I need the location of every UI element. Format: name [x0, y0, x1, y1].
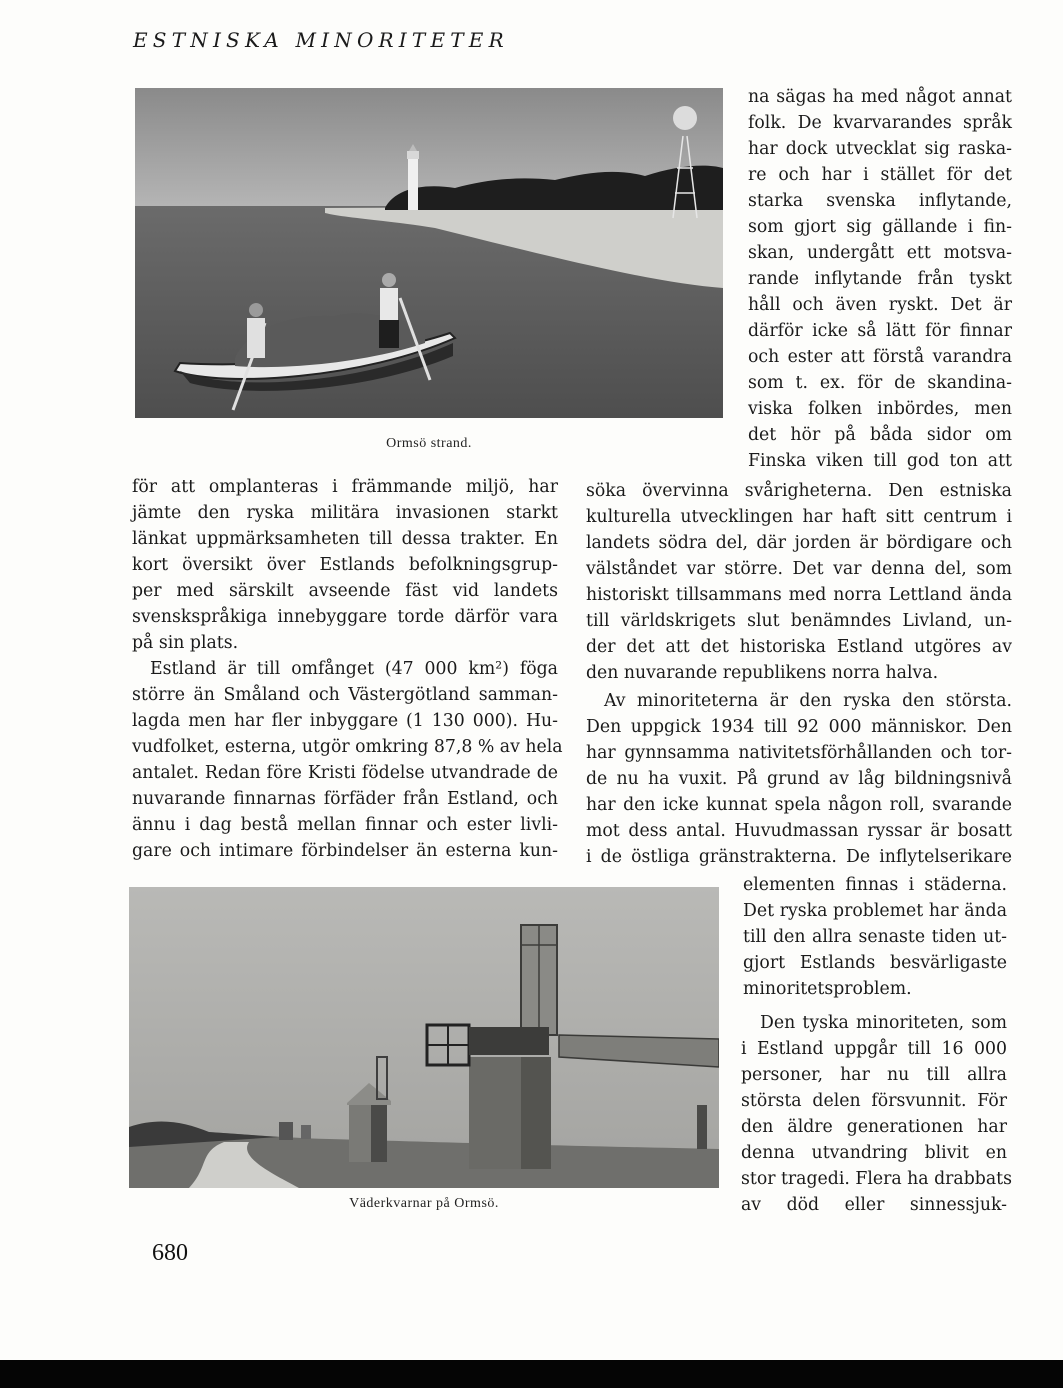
running-head: ESTNISKA MINORITETER [133, 28, 509, 52]
text-line: Finska viken till god ton att [748, 451, 1012, 471]
photo-ormso-strand [135, 88, 723, 418]
text-line: svenskspråkiga innebyggare torde därför vara [132, 607, 558, 627]
text-line: Den uppgick 1934 till 92 000 människor. Den [586, 717, 1012, 737]
text-line: antalet. Redan före Kristi födelse utvandrade de [132, 763, 558, 783]
text-line: personer, har nu till allra [741, 1065, 1007, 1085]
text-line: därför icke så lätt för finnar [748, 321, 1012, 341]
text-line: som t. ex. för de skandina- [748, 373, 1012, 393]
text-line: som gjort sig gällande i fin- [748, 217, 1012, 237]
text-line: länkat uppmärksamheten till dessa trakter. En [132, 529, 558, 549]
text-line: der det att det historiska Estland utgöres av [586, 637, 1012, 657]
text-line: större än Småland och Västergötland samman- [132, 685, 558, 705]
text-line: välståndet var större. Det var denna del, som [586, 559, 1012, 579]
text-line: rande inflytande från tyskt [748, 269, 1012, 289]
text-line: har gynnsamma nativitetsförhållanden och tor- [586, 743, 1012, 763]
text-line: på sin plats. [132, 633, 239, 653]
text-line: till världskrigets slut benämndes Livland, un- [586, 611, 1012, 631]
text-line: av död eller sinnessjuk- [741, 1195, 1007, 1215]
text-line: denna utvandring blivit en [741, 1143, 1007, 1163]
text-line: vudfolket, esterna, utgör omkring 87,8 % av hela [132, 737, 563, 757]
text-line: per med särskilt avseende fäst vid landets [132, 581, 558, 601]
text-line: den äldre generationen har [741, 1117, 1007, 1137]
text-line: na sägas ha med något annat [748, 87, 1012, 107]
text-line: mot dess antal. Huvudmassan ryssar är bosatt [586, 821, 1012, 841]
text-line: historiskt tillsammans med norra Lettland ända [586, 585, 1012, 605]
text-line: nuvarande finnarnas förfäder från Estland, och [132, 789, 558, 809]
text-line: den nuvarande republikens norra halva. [586, 663, 939, 683]
text-line: i Estland uppgår till 16 000 [741, 1039, 1007, 1059]
text-line: ännu i dag bestå mellan finnar och ester livli- [132, 815, 558, 835]
text-line: söka övervinna svårigheterna. Den estniska [586, 481, 1012, 501]
text-line: kort översikt över Estlands befolkningsgrup- [132, 555, 558, 575]
text-line: största delen försvunnit. För [741, 1091, 1007, 1111]
text-line: till den allra senaste tiden ut- [743, 927, 1007, 947]
text-line: jämte den ryska militära invasionen starkt [132, 503, 558, 523]
text-line: för att omplanteras i främmande miljö, har [132, 477, 558, 497]
text-line: i de östliga gränstrakterna. De inflytelserikare [586, 847, 1012, 867]
text-line: folk. De kvarvarandes språk [748, 113, 1012, 133]
scan-border [0, 1360, 1063, 1388]
text-line: gjort Estlands besvärligaste [743, 953, 1007, 973]
text-line: har den icke kunnat spela någon roll, svarande [586, 795, 1012, 815]
text-line: minoritetsproblem. [743, 979, 912, 999]
text-line: skan, undergått ett motsva- [748, 243, 1012, 263]
text-line: Av minoriteterna är den ryska den största. [604, 691, 1012, 711]
text-line: det hör på båda sidor om [748, 425, 1012, 445]
text-line: viska folken inbördes, men [748, 399, 1012, 419]
text-line: har dock utvecklat sig raska- [748, 139, 1012, 159]
text-line: kulturella utvecklingen har haft sitt centrum i [586, 507, 1012, 527]
text-line: Estland är till omfånget (47 000 km²) föga [150, 659, 558, 679]
text-line: de nu ha vuxit. På grund av låg bildningsnivå [586, 769, 1012, 789]
text-line: landets södra del, där jorden är bördigare och [586, 533, 1012, 553]
text-line: stor tragedi. Flera ha drabbats [741, 1169, 1012, 1189]
windmills-photo-icon [129, 887, 719, 1188]
text-line: Det ryska problemet har ända [743, 901, 1007, 921]
text-line: håll och även ryskt. Det är [748, 295, 1012, 315]
text-line: lagda men har fler inbyggare (1 130 000). Hu- [132, 711, 558, 731]
page-number: 680 [152, 1240, 188, 1266]
figure-caption: Väderkvarnar på Ormsö. [349, 1196, 499, 1211]
text-line: starka svenska inflytande, [748, 191, 1012, 211]
text-line: Den tyska minoriteten, som [760, 1013, 1007, 1033]
text-line: gare och intimare förbindelser än esterna kun- [132, 841, 558, 861]
figure-caption: Ormsö strand. [386, 436, 472, 451]
text-line: re och har i stället för det [748, 165, 1012, 185]
text-line: elementen finnas i städerna. [743, 875, 1007, 895]
boat-lighthouse-photo-icon [135, 88, 723, 418]
photo-vaderkvarnar [129, 887, 719, 1188]
text-line: och ester att förstå varandra [748, 347, 1012, 367]
